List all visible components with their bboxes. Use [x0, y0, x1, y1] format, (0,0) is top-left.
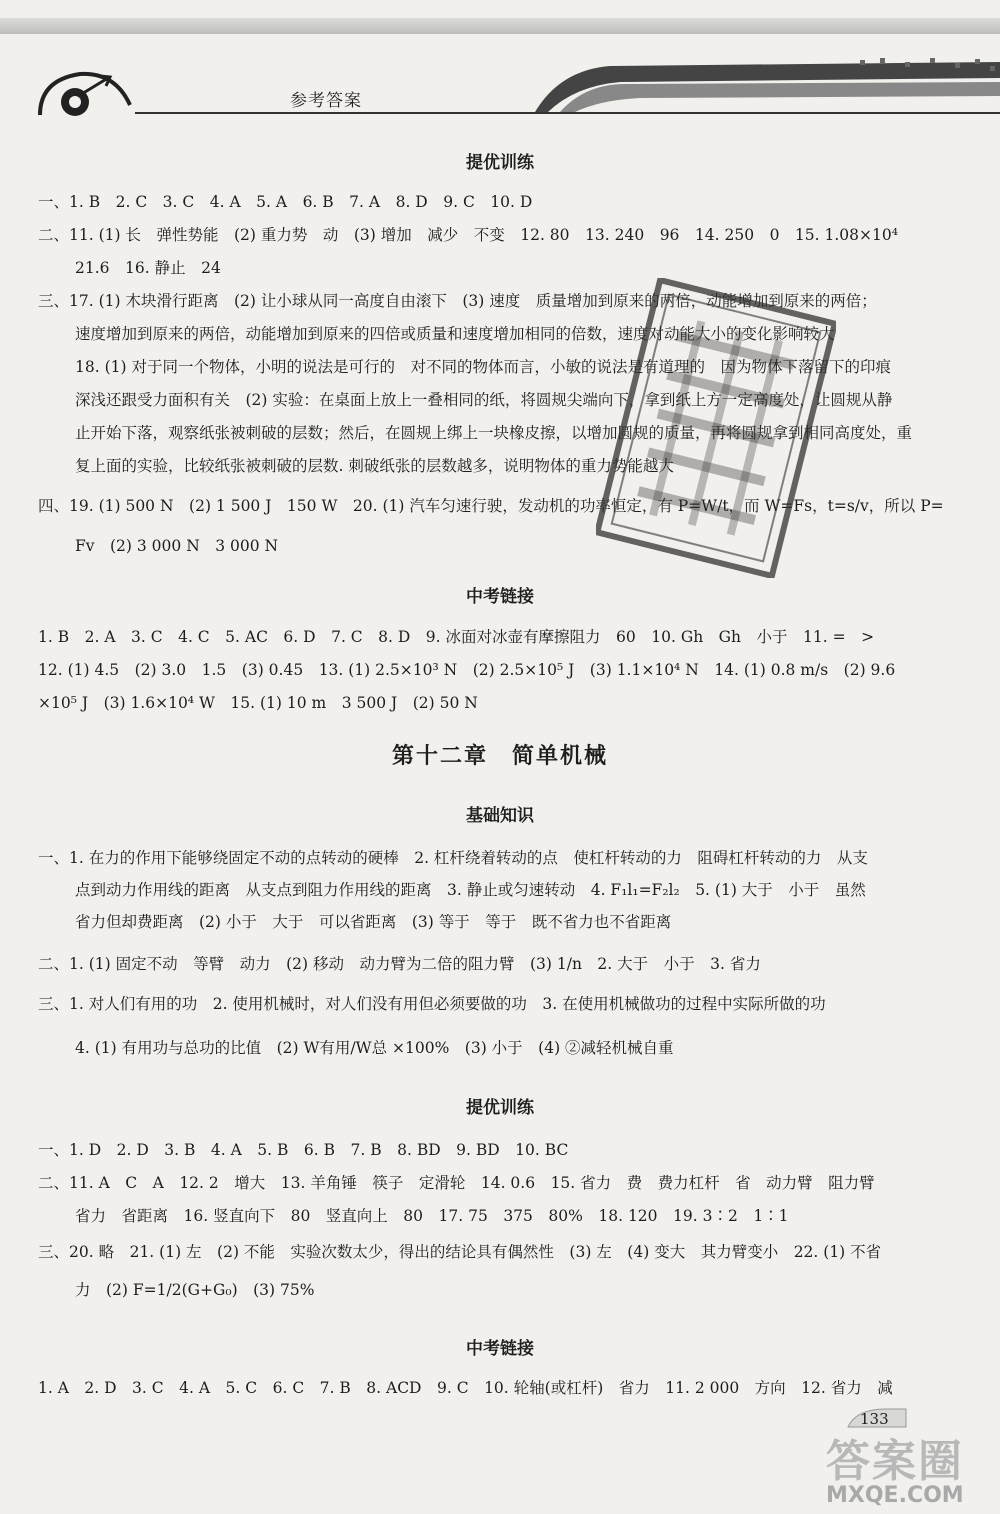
answer-line: 四、19. (1) 500 N (2) 1 500 J 150 W 20. (1) 汽车匀速行驶，发动机的功率恒定，有 P=W/t，而 W=Fs，t=s/v，所以 P= — [38, 497, 944, 515]
answer-line: 二、11. (1) 长 弹性势能 (2) 重力势 动 (3) 增加 减少 不变 12. 80 13. 240 96 14. 250 0 15. 1.08×10⁴ — [38, 226, 898, 244]
logo-icon — [30, 60, 140, 120]
answer-line: 一、1. B 2. C 3. C 4. A 5. A 6. B 7. A 8. D 9. C 10. D — [38, 193, 533, 211]
answer-line: 21.6 16. 静止 24 — [75, 259, 221, 277]
stamp-seal-icon — [596, 278, 836, 578]
header-rule — [135, 112, 1000, 114]
answer-line: 省力 省距离 16. 竖直向下 80 竖直向上 80 17. 75 375 80% 18. 120 19. 3∶2 1∶1 — [75, 1207, 789, 1225]
answer-line: 二、11. A C A 12. 2 增大 13. 羊角锤 筷子 定滑轮 14. 0.6 15. 省力 费 费力杠杆 省 动力臂 阻力臂 — [38, 1174, 875, 1192]
page-header — [0, 0, 1000, 140]
answer-line: 速度增加到原来的两倍，动能增加到原来的四倍或质量和速度增加相同的倍数，速度对动能大小的变化影响较大 — [75, 325, 835, 343]
header-decoration — [0, 0, 1000, 140]
section-heading: 中考链接 — [466, 1339, 534, 1359]
answer-line: 二、1. (1) 固定不动 等臂 动力 (2) 移动 动力臂为二倍的阻力臂 (3) 1/n 2. 大于 小于 3. 省力 — [38, 955, 761, 973]
answer-line: Fv (2) 3 000 N 3 000 N — [75, 537, 279, 555]
answer-line: 4. (1) 有用功与总功的比值 (2) W有用/W总 ×100% (3) 小于 (4) ②减轻机械自重 — [75, 1039, 674, 1057]
watermark-text: 答案圈 — [826, 1436, 964, 1487]
watermark-logo — [812, 1425, 1000, 1514]
section-heading: 提优训练 — [466, 153, 534, 173]
answer-line: 深浅还跟受力面积有关 (2) 实验：在桌面上放上一叠相同的纸，将圆规尖端向下，拿到纸上方一定高度处，让圆规从静 — [75, 391, 893, 409]
answer-line: 点到动力作用线的距离 从支点到阻力作用线的距离 3. 静止或匀速转动 4. F₁l₁=F₂l₂ 5. (1) 大于 小于 虽然 — [75, 881, 866, 899]
answer-line: 三、1. 对人们有用的功 2. 使用机械时，对人们没有用但必须要做的功 3. 在使用机械做功的过程中实际所做的功 — [38, 995, 826, 1013]
header-title: 参考答案 — [290, 91, 362, 111]
answer-line: 三、17. (1) 木块滑行距离 (2) 让小球从同一高度自由滚下 (3) 速度 质量增加到原来的两倍，动能增加到原来的两倍； — [38, 292, 877, 310]
section-heading: 提优训练 — [466, 1098, 534, 1118]
answer-line: 12. (1) 4.5 (2) 3.0 1.5 (3) 0.45 13. (1) 2.5×10³ N (2) 2.5×10⁵ J (3) 1.1×10⁴ N 14. (1) 0.8 m/s (2) 9.6 — [38, 661, 896, 679]
answer-line: 一、1. D 2. D 3. B 4. A 5. B 6. B 7. B 8. BD 9. BD 10. BC — [38, 1141, 569, 1159]
page-number-text: 133 — [860, 1410, 889, 1428]
answer-line: 18. (1) 对于同一个物体，小明的说法是可行的 对不同的物体而言，小敏的说法是有道理的 因为物体下落留下的印痕 — [75, 358, 891, 376]
answer-line: 一、1. 在力的作用下能够绕固定不动的点转动的硬棒 2. 杠杆绕着转动的点 使杠杆转动的力 阻碍杠杆转动的力 从支 — [38, 849, 868, 867]
answer-line: 1. B 2. A 3. C 4. C 5. AC 6. D 7. C 8. D 9. 冰面对冰壶有摩擦阻力 60 10. Gh Gh 小于 11. = > — [38, 628, 875, 646]
answer-line: 省力但却费距离 (2) 小于 大于 可以省距离 (3) 等于 等于 既不省力也不省距离 — [75, 913, 672, 931]
answer-line: 三、20. 略 21. (1) 左 (2) 不能 实验次数太少，得出的结论具有偶然性 (3) 左 (4) 变大 其力臂变小 22. (1) 不省 — [38, 1243, 882, 1261]
section-heading: 中考链接 — [466, 587, 534, 607]
answer-line: 止开始下落，观察纸张被刺破的层数；然后，在圆规上绑上一块橡皮擦，以增加圆规的质量，再将圆规拿到相同高度处，重 — [75, 424, 913, 442]
answer-line: 1. A 2. D 3. C 4. A 5. C 6. C 7. B 8. ACD 9. C 10. 轮轴(或杠杆) 省力 11. 2 000 方向 12. 省力 减 — [38, 1379, 893, 1397]
answer-line: 复上面的实验，比较纸张被刺破的层数. 刺破纸张的层数越多，说明物体的重力势能越大 — [75, 457, 674, 475]
watermark-url: MXQE.COM — [826, 1483, 964, 1508]
answer-line: ×10⁵ J (3) 1.6×10⁴ W 15. (1) 10 m 3 500 J (2) 50 N — [38, 694, 478, 712]
chapter-title: 第十二章 简单机械 — [391, 744, 608, 769]
section-heading: 基础知识 — [466, 806, 534, 826]
answer-line: 力 (2) F=1/2(G+G₀) (3) 75% — [75, 1281, 315, 1299]
